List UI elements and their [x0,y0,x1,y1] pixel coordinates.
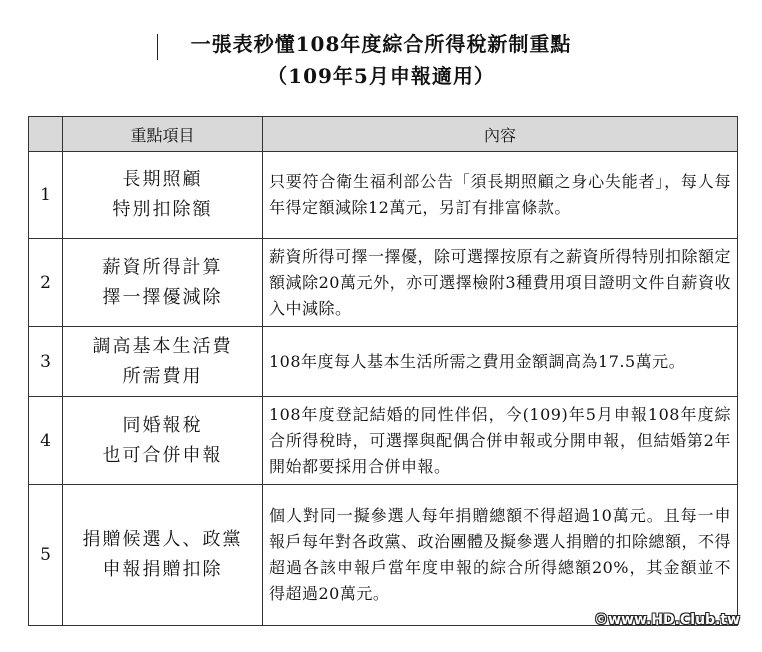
page-subtitle: （109年5月申報適用） [267,64,495,88]
row-num: 4 [29,397,63,485]
header-item: 重點項目 [63,117,263,152]
row-item-line1: 調高基本生活費 [92,335,233,357]
table-row [29,152,738,239]
row-item-line1: 同婚報稅 [122,414,203,436]
text-cursor [157,34,158,60]
title-block [0,30,762,90]
row-num: 5 [29,485,63,626]
row-item-line1: 長期照顧 [122,169,203,190]
row-item [63,327,263,397]
row-item-line1: 捐贈候選人、政黨 [82,529,243,550]
tax-table [28,116,738,626]
row-item-line2: 也可合併申報 [102,444,223,466]
header-num [29,117,63,152]
row-item [63,397,263,485]
table-header-row [29,117,738,152]
row-content: 薪資所得可擇一擇優，除可選擇按原有之薪資所得特別扣除額定額減除20萬元外，亦可選擇檢附3種費用項目證明文件自薪資收入中減除。 [263,239,738,327]
header-content: 內容 [263,117,738,152]
row-content: 108年度登記結婚的同性伴侶，今(109)年5月申報108年度綜合所得稅時，可選擇與配偶合併申報或分開申報，但結婚第2年開始都要採用合併申報。 [263,397,738,485]
row-item [63,485,263,626]
row-item-line2: 所需費用 [122,365,203,387]
row-item [63,239,263,327]
row-num: 2 [29,239,63,327]
table-row [29,397,738,485]
row-content: 個人對同一擬參選人每年捐贈總額不得超過10萬元。且每一申報戶每年對各政黨、政治團體及擬參選人捐贈的扣除總額，不得超過各該申報戶當年度申報的綜合所得總額20%，其金額並不得超過20萬元。 [263,485,738,626]
row-num: 3 [29,327,63,397]
table-row [29,239,738,327]
row-item [63,152,263,239]
table-row [29,485,738,626]
row-item-line1: 薪資所得計算 [102,256,223,278]
row-content: 108年度每人基本生活所需之費用金額調高為17.5萬元。 [263,327,738,397]
row-item-line2: 擇一擇優減除 [102,286,223,308]
row-item-line2: 特別扣除額 [112,199,213,220]
table-row [29,327,738,397]
row-item-line2: 申報捐贈扣除 [102,559,223,580]
row-content: 只要符合衛生福利部公告「須長期照顧之身心失能者」，每人每年得定額減除12萬元，另訂有排富條款。 [263,152,738,239]
page-title: 一張表秒懂108年度綜合所得稅新制重點 [190,32,572,56]
watermark: ©www.HD.Club.tw [594,612,740,628]
row-num: 1 [29,152,63,239]
